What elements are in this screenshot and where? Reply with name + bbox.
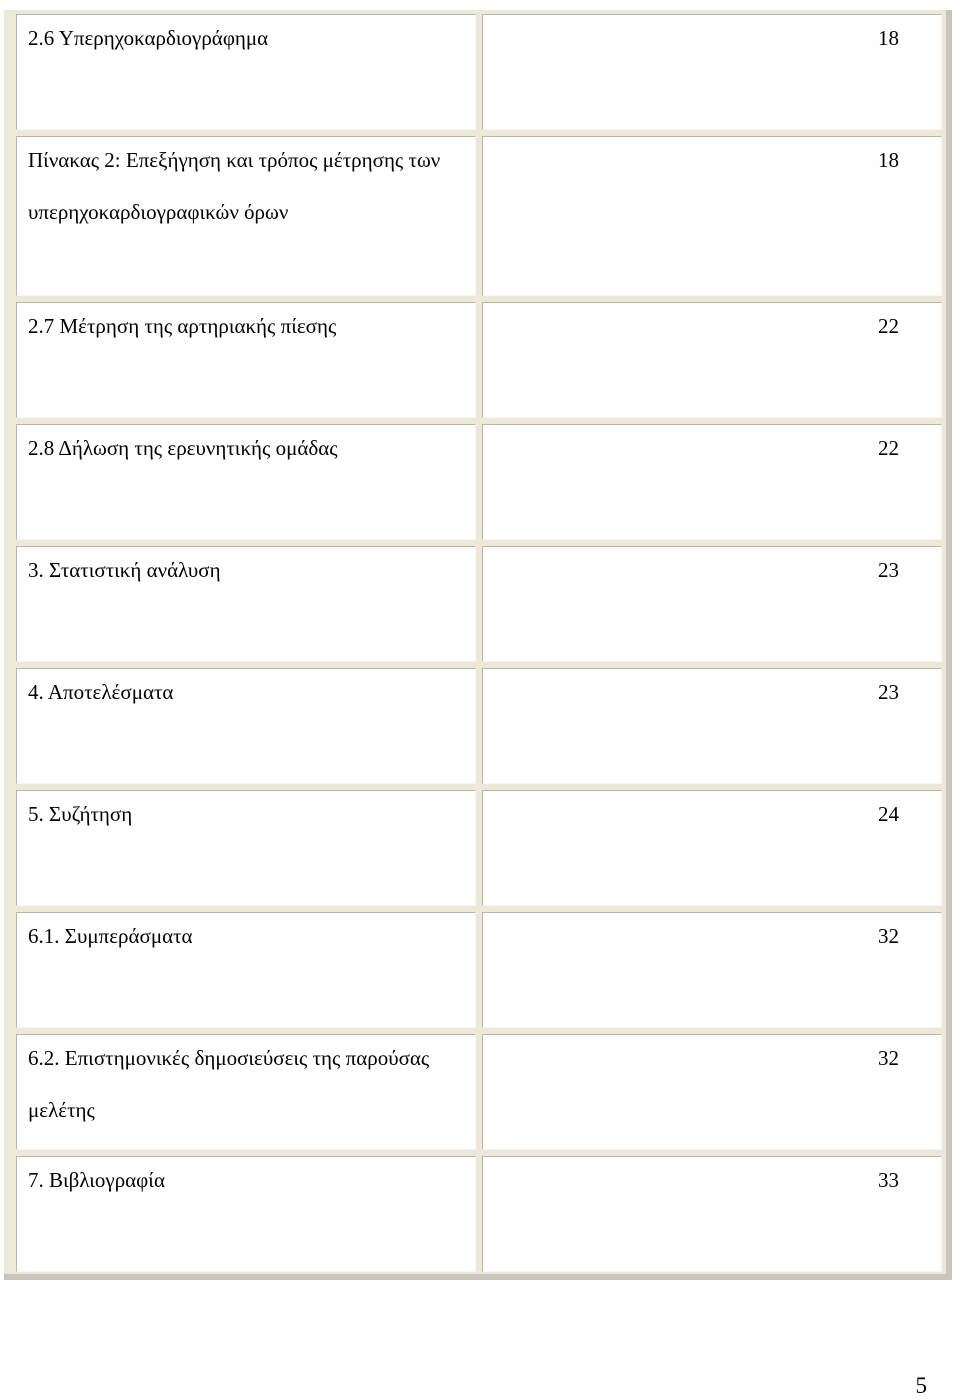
toc-row	[16, 1156, 942, 1272]
toc-entry-title: 6.2. Επιστημονικές δημοσιεύσεις της παρούσας μελέτης	[28, 1046, 430, 1122]
toc-entry-title: 2.6 Υπερηχοκαρδιογράφημα	[28, 26, 269, 50]
toc-entry-page: 22	[878, 314, 899, 338]
toc-entry-page: 24	[878, 802, 899, 826]
toc-row	[16, 136, 942, 296]
toc-entry-title-cell	[16, 668, 476, 784]
toc-entry-page-cell	[482, 546, 942, 662]
toc-entry-title-cell	[16, 302, 476, 418]
toc-entry-page-cell	[482, 1156, 942, 1272]
toc-entry-page-cell	[482, 424, 942, 540]
toc-entry-title: 6.1. Συμπεράσματα	[28, 924, 193, 948]
page-number: 5	[915, 1373, 927, 1398]
toc-entry-page-cell	[482, 136, 942, 296]
toc-entry-page-cell	[482, 668, 942, 784]
table-of-contents	[4, 10, 952, 1280]
toc-entry-page: 33	[878, 1168, 899, 1192]
toc-entry-title: 3. Στατιστική ανάλυση	[28, 558, 221, 582]
toc-entry-page: 32	[878, 1046, 899, 1070]
toc-entry-title: Πίνακας 2: Επεξήγηση και τρόπος μέτρησης των υπερηχοκαρδιογραφικών όρων	[28, 148, 441, 224]
toc-row	[16, 424, 942, 540]
toc-entry-page: 23	[878, 680, 899, 704]
toc-row	[16, 912, 942, 1028]
toc-entry-page-cell	[482, 302, 942, 418]
toc-entry-title-cell	[16, 136, 476, 296]
toc-row	[16, 1034, 942, 1150]
toc-entry-title-cell	[16, 1034, 476, 1150]
toc-entry-title: 2.8 Δήλωση της ερευνητικής ομάδας	[28, 436, 338, 460]
toc-row	[16, 302, 942, 418]
toc-entry-title: 5. Συζήτηση	[28, 802, 133, 826]
toc-entry-page: 18	[878, 148, 899, 172]
toc-row	[16, 546, 942, 662]
toc-entry-title-cell	[16, 912, 476, 1028]
toc-row	[16, 790, 942, 906]
toc-entry-title-cell	[16, 790, 476, 906]
toc-entry-page: 32	[878, 924, 899, 948]
toc-entry-page: 23	[878, 558, 899, 582]
toc-entry-page-cell	[482, 790, 942, 906]
toc-entry-title-cell	[16, 546, 476, 662]
toc-entry-title: 2.7 Μέτρηση της αρτηριακής πίεσης	[28, 314, 337, 338]
toc-entry-title-cell	[16, 424, 476, 540]
toc-entry-title: 7. Βιβλιογραφία	[28, 1168, 165, 1192]
toc-entry-page-cell	[482, 14, 942, 130]
toc-entry-page-cell	[482, 1034, 942, 1150]
toc-row	[16, 14, 942, 130]
toc-entry-title-cell	[16, 1156, 476, 1272]
toc-entry-title: 4. Αποτελέσματα	[28, 680, 174, 704]
toc-entry-page-cell	[482, 912, 942, 1028]
toc-entry-title-cell	[16, 14, 476, 130]
toc-row	[16, 668, 942, 784]
toc-entry-page: 18	[878, 26, 899, 50]
toc-entry-page: 22	[878, 436, 899, 460]
